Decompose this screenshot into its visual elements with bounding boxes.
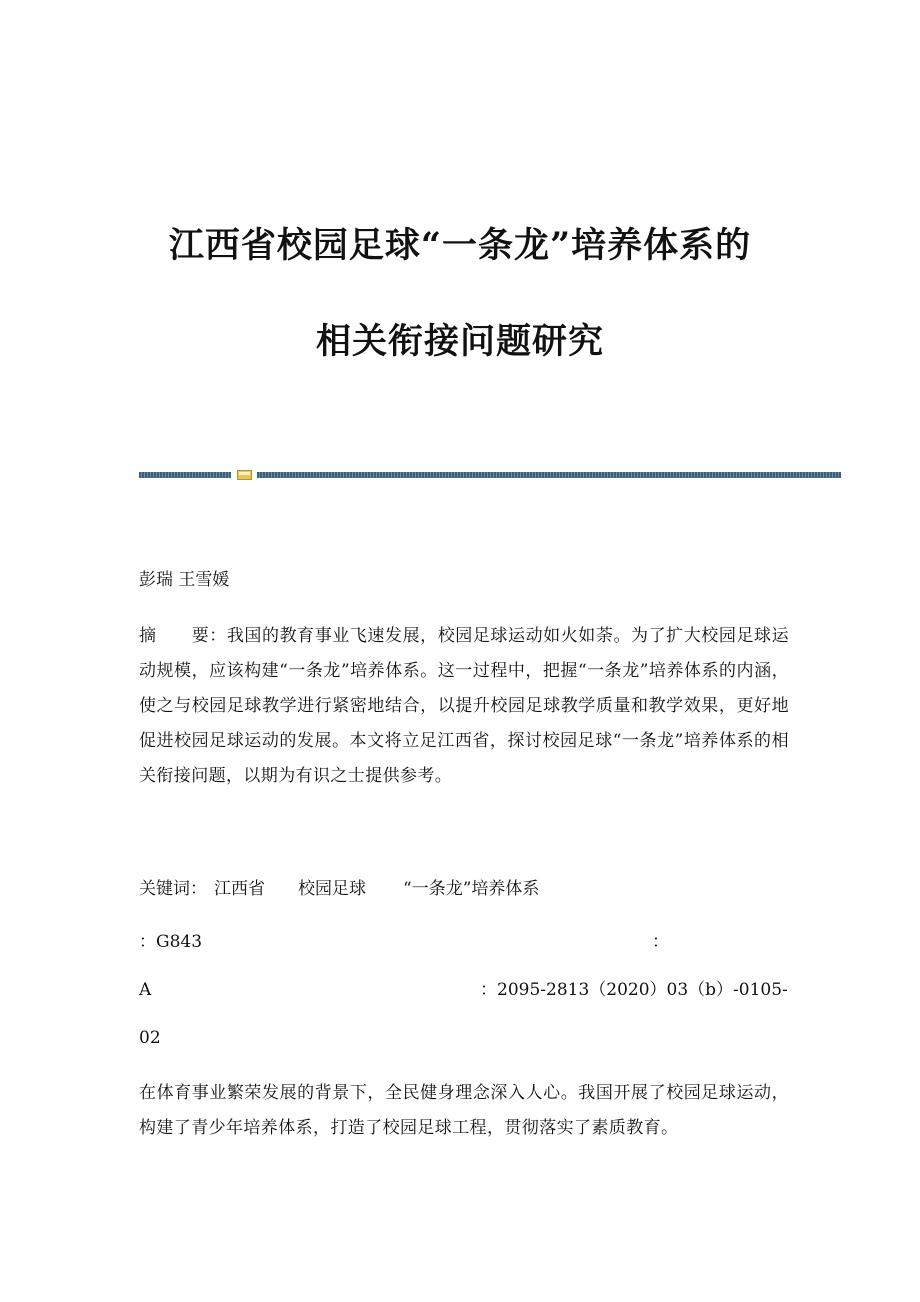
body-paragraph: 在体育事业繁荣发展的背景下，全民健身理念深入人心。我国开展了校园足球运动，构建了青少年培养体系，打造了校园足球工程，贯彻落实了素质教育。 <box>139 1083 789 1138</box>
divider-bar-left <box>139 472 231 478</box>
keywords-label: 关键词： <box>139 879 207 899</box>
article-number: ：2095-2813（2020）03（b）-0105- <box>480 980 788 1000</box>
abstract-text: 我国的教育事业飞速发展，校园足球运动如火如荼。为了扩大校园足球运动规模，应该构建“一条龙”培养体系。这一过程中，把握“一条龙”培养体系的内涵，使之与校园足球教学进行紧密地结合，以提升校园足球教学质量和教学效果，更好地促进校园足球运动的发展。本文将立足江西省，探讨校园足球“一条龙”培养体系的相关衔接问题，以期为有识之士提供参考。 <box>139 626 789 786</box>
title-line-1: 江西省校园足球“一条龙”培养体系的 <box>168 225 752 266</box>
title-line-2: 相关衔接问题研究 <box>315 321 604 362</box>
clc-number: ：G843 <box>139 932 203 952</box>
authors: 彭瑞 王雪媛 <box>139 570 230 590</box>
abstract-label: 摘 要： <box>139 626 227 646</box>
envelope-icon <box>237 470 252 480</box>
article-number-tail: 02 <box>139 1028 161 1048</box>
clc-tail: ： <box>652 932 669 952</box>
keyword-item: “一条龙”培养体系 <box>403 879 540 899</box>
document-code: A <box>139 980 152 1000</box>
title-divider <box>139 470 841 479</box>
keyword-item: 校园足球 <box>298 879 366 899</box>
abstract <box>139 619 789 794</box>
keyword-item: 江西省 <box>214 879 265 899</box>
divider-bar-right <box>257 472 841 478</box>
